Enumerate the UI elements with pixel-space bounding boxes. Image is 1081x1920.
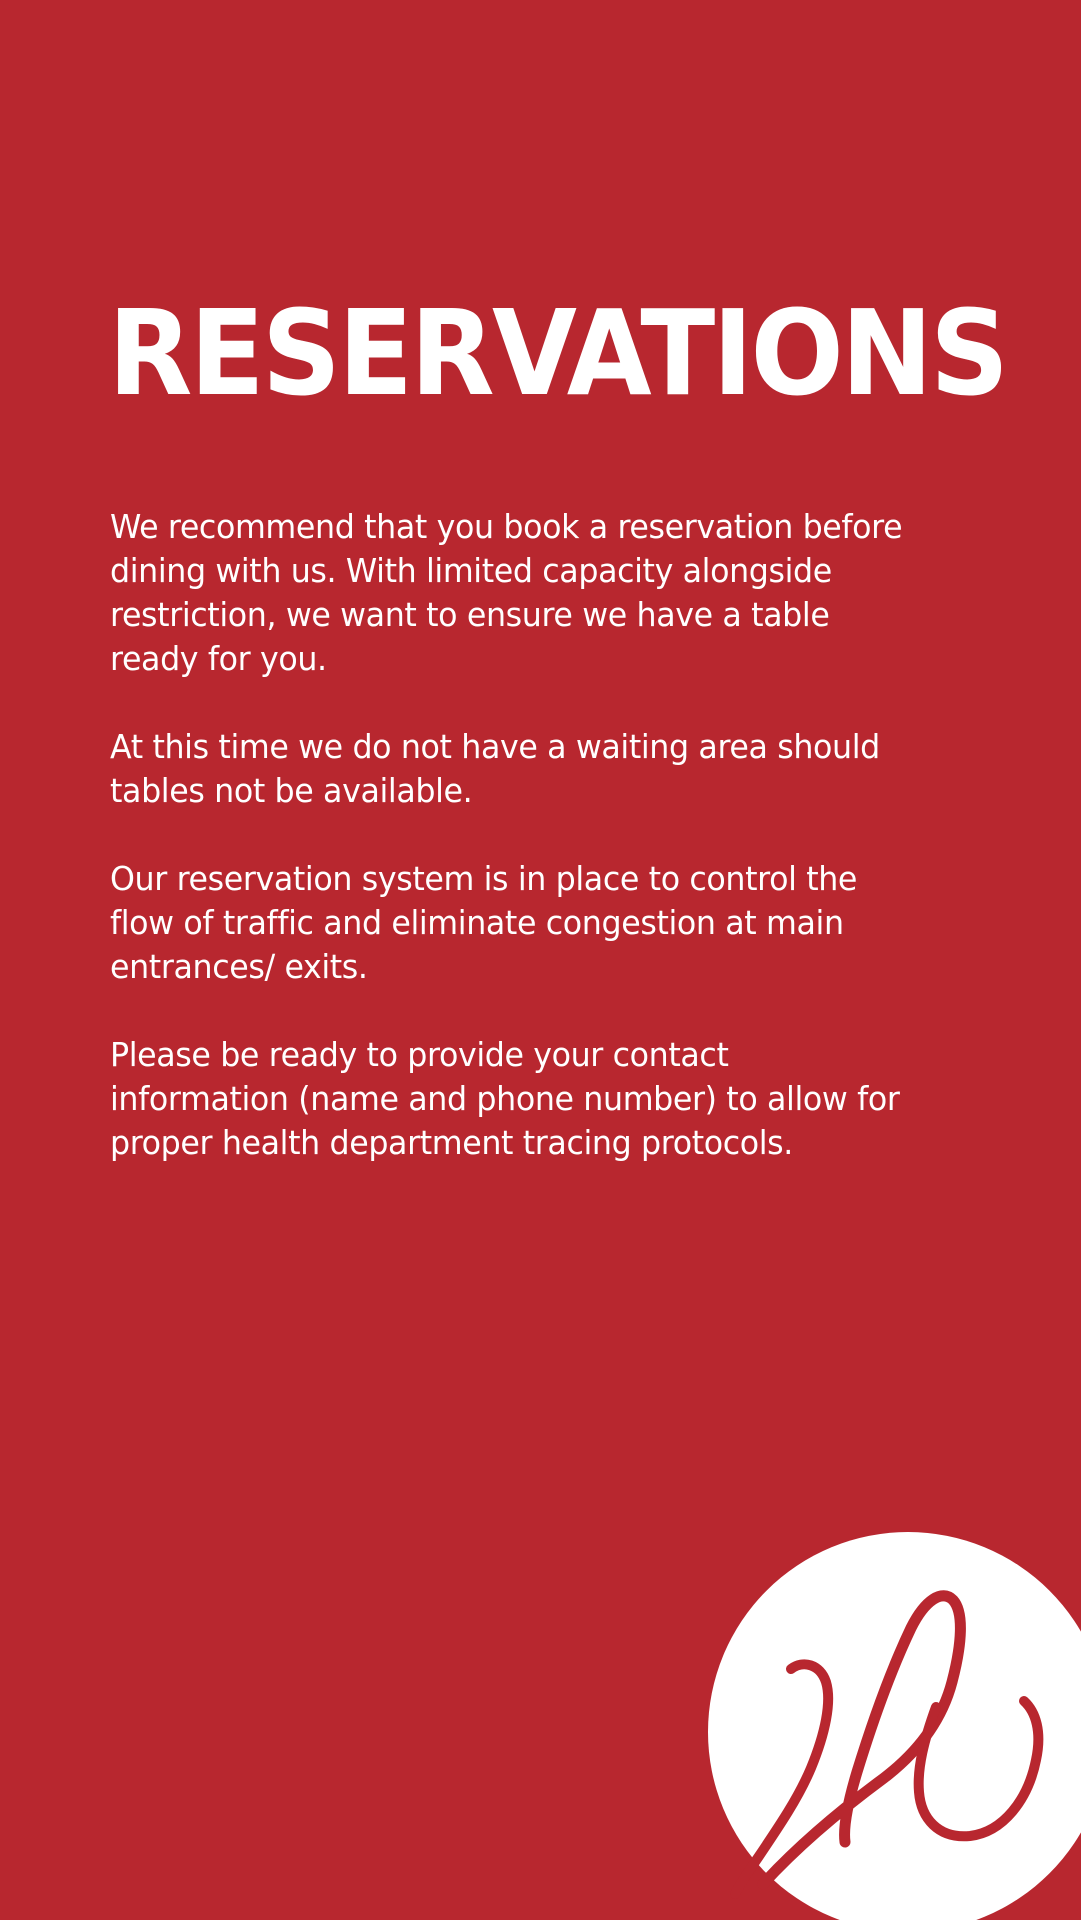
paragraph-booking [110, 505, 974, 681]
text-line: flow of traffic and eliminate congestion at main [110, 903, 844, 942]
text-line: proper health department tracing protocols. [110, 1123, 793, 1162]
text-line: At this time we do not have a waiting area should [110, 727, 880, 766]
text-line: Please be ready to provide your contact [110, 1035, 729, 1074]
text-line: Our reservation system is in place to control the [110, 859, 858, 898]
text-line: dining with us. With limited capacity alongside [110, 551, 832, 590]
paragraph-traffic-control [110, 857, 974, 989]
paragraph-contact-tracing [110, 1033, 974, 1165]
text-line: restriction, we want to ensure we have a table [110, 595, 830, 634]
text-line: ready for you. [110, 639, 327, 678]
paragraph-waiting-area [110, 725, 974, 813]
text-line: tables not be available. [110, 771, 473, 810]
script-h-monogram-icon [708, 1532, 1081, 1920]
reservation-info [110, 505, 990, 1209]
text-line: entrances/ exits. [110, 947, 368, 986]
page-title: RESERVATIONS [108, 284, 1007, 422]
text-line: We recommend that you book a reservation before [110, 507, 903, 546]
text-line: information (name and phone number) to allow for [110, 1079, 900, 1118]
logo-circle [708, 1532, 1081, 1920]
